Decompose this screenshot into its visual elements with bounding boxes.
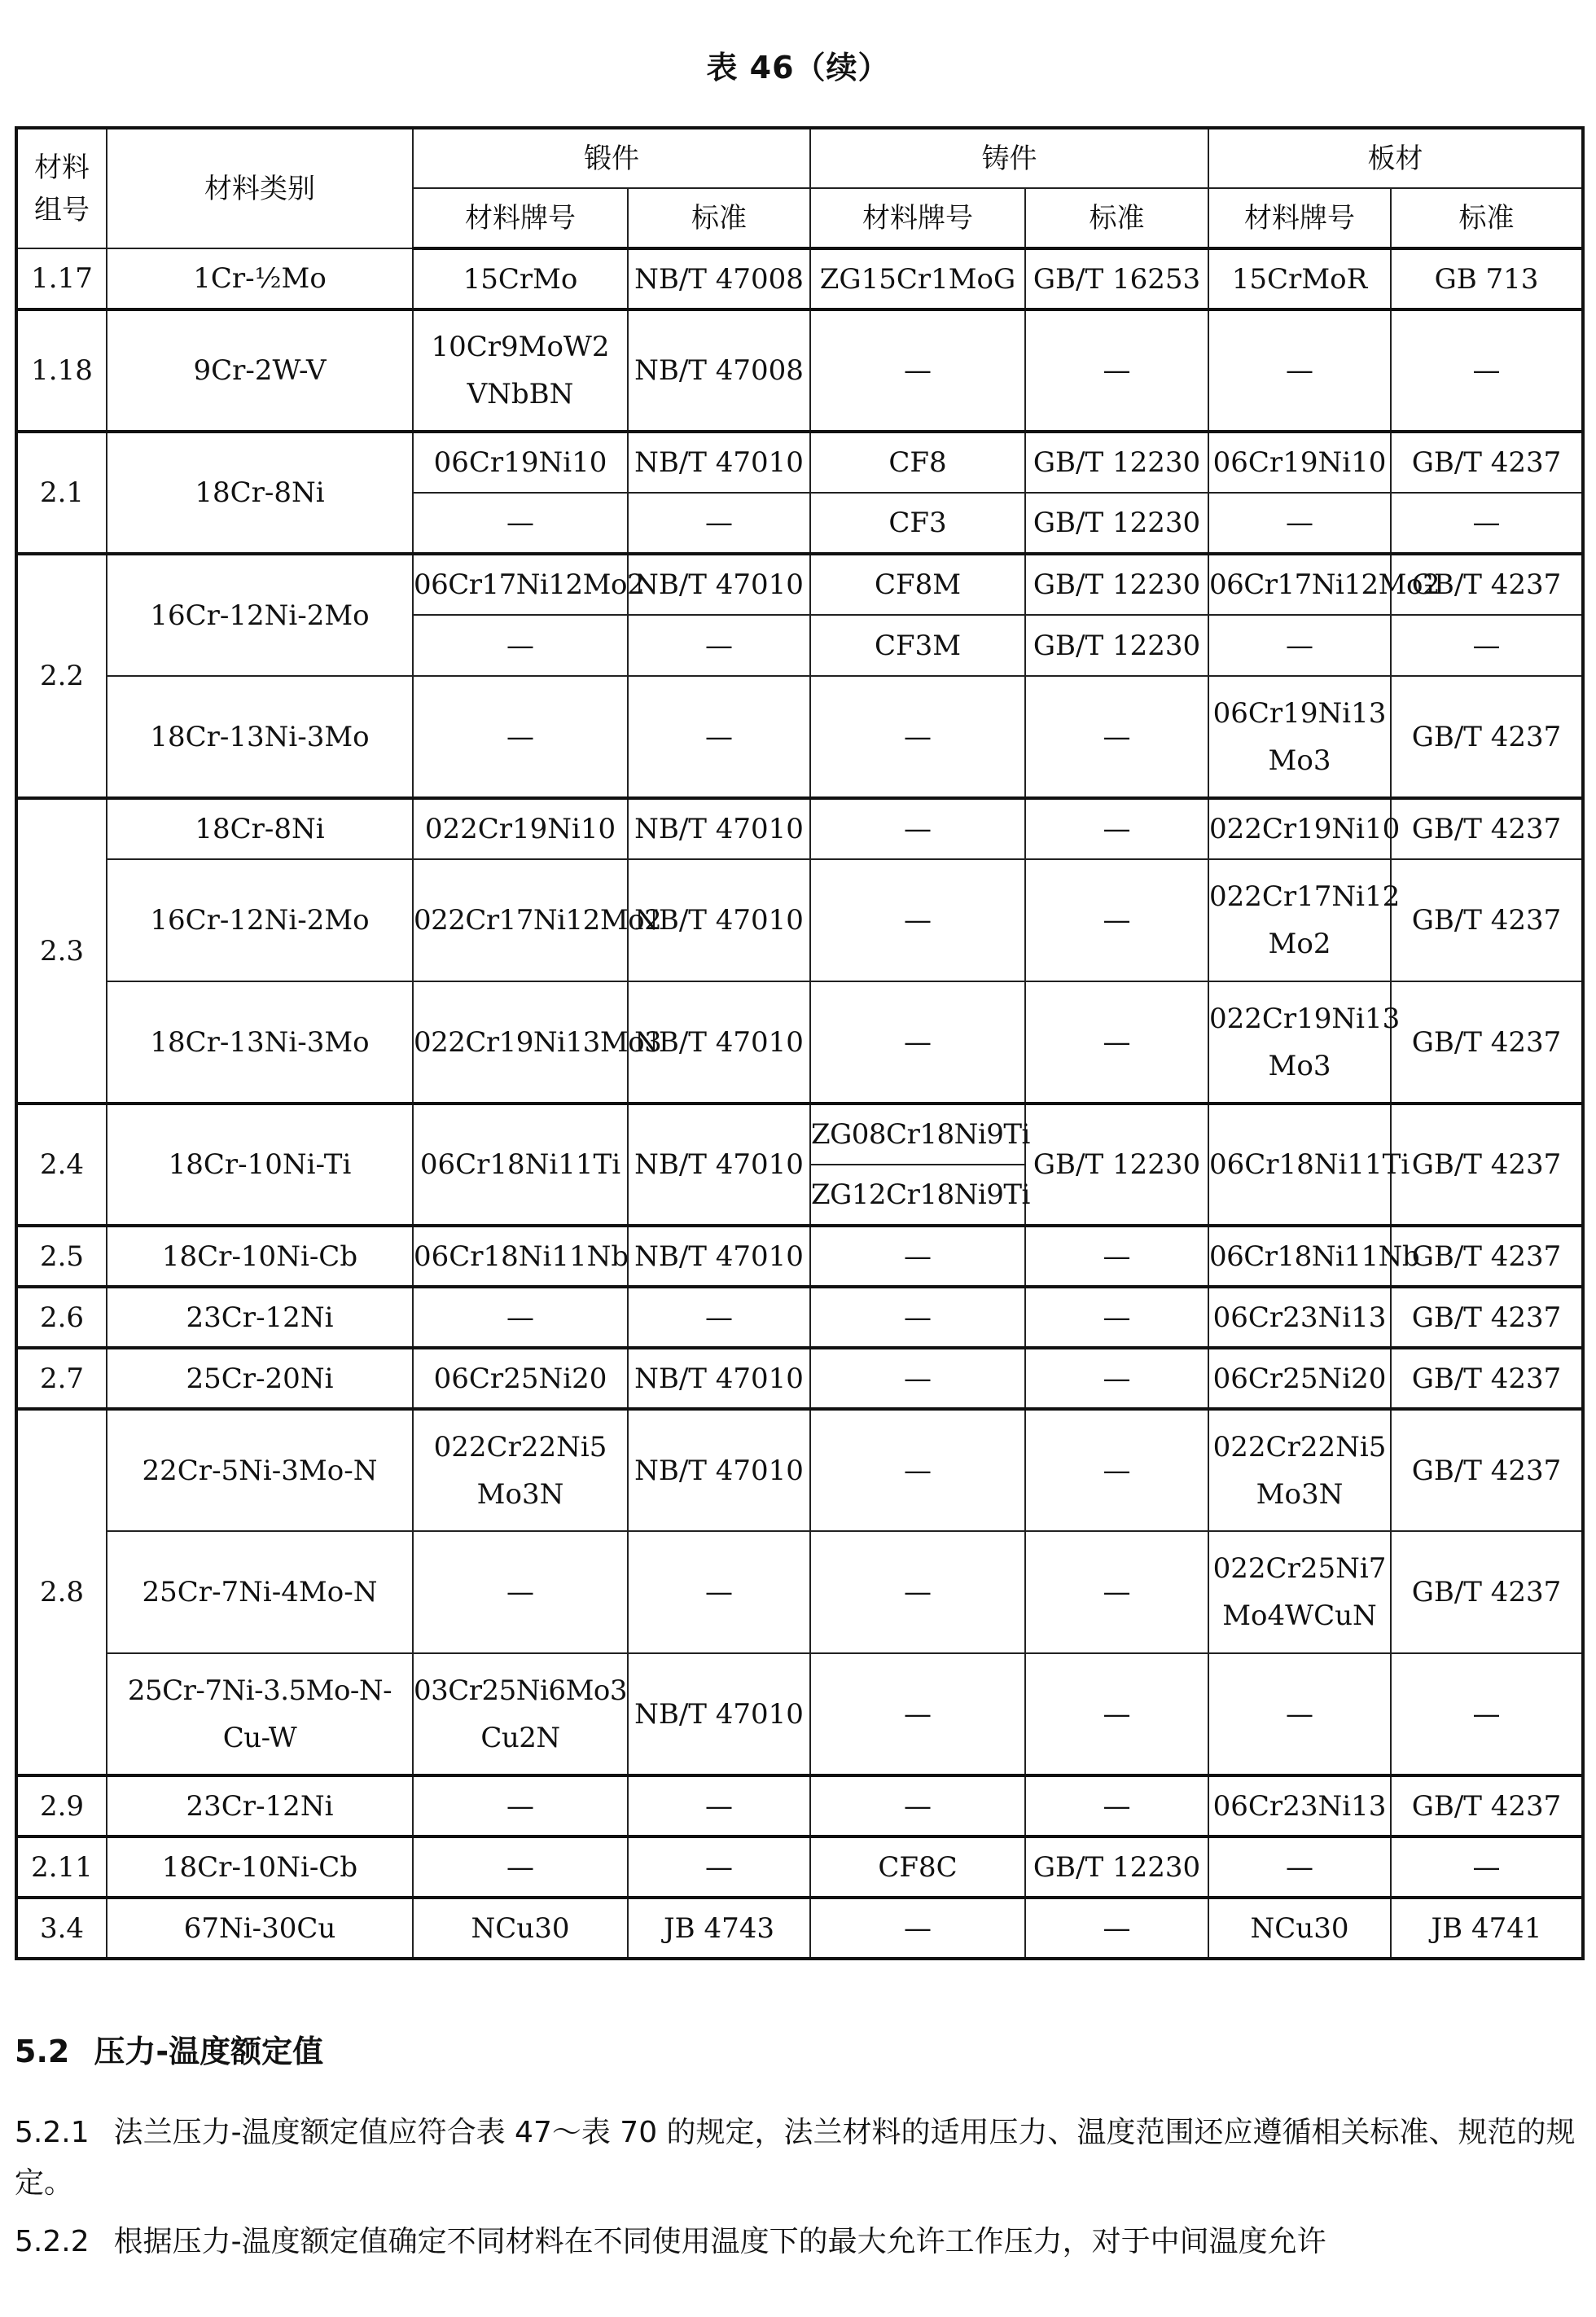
cell: —: [628, 1531, 810, 1653]
cell: JB 4743: [628, 1898, 810, 1959]
cell: —: [1025, 309, 1208, 432]
cell: 2.9: [16, 1775, 107, 1836]
cell: NCu30: [1208, 1898, 1391, 1959]
table-row: [16, 1836, 1583, 1898]
cell: 9Cr-2W-V: [107, 309, 413, 432]
cell: 2.6: [16, 1287, 107, 1348]
cell: 06Cr18Ni11Ti: [1208, 1104, 1391, 1226]
paragraph-5-2-2: [15, 2217, 1581, 2267]
section-number: 5.2: [15, 2034, 70, 2069]
cell: —: [628, 676, 810, 798]
cell: GB/T 12230: [1025, 493, 1208, 554]
cell: —: [628, 615, 810, 676]
cell: GB/T 4237: [1391, 676, 1583, 798]
cell: —: [810, 1775, 1025, 1836]
cell: GB/T 4237: [1391, 981, 1583, 1104]
cell: NB/T 47010: [628, 859, 810, 981]
cell: —: [810, 1287, 1025, 1348]
cell: 2.3: [16, 798, 107, 1104]
cell: 06Cr19Ni10: [1208, 432, 1391, 493]
cell: 022Cr25Ni7 Mo4WCuN: [1208, 1531, 1391, 1653]
cell: GB/T 12230: [1025, 615, 1208, 676]
header-casting-standard: 标准: [1025, 188, 1208, 248]
cell: CF3: [810, 493, 1025, 554]
table-row: [16, 1409, 1583, 1531]
cell: —: [1025, 1531, 1208, 1653]
cell: 06Cr25Ni20: [1208, 1348, 1391, 1409]
table-row: [16, 248, 1583, 309]
cell: —: [413, 1531, 628, 1653]
cell: GB/T 4237: [1391, 554, 1583, 615]
cell: GB/T 12230: [1025, 432, 1208, 493]
cell: 022Cr17Ni12Mo2: [413, 859, 628, 981]
cell: 1Cr-½Mo: [107, 248, 413, 309]
cell: —: [1208, 1653, 1391, 1775]
cell: —: [810, 1653, 1025, 1775]
cell: 18Cr-10Ni-Ti: [107, 1104, 413, 1226]
cell: 23Cr-12Ni: [107, 1287, 413, 1348]
cell: —: [810, 676, 1025, 798]
table-row: [16, 309, 1583, 432]
cell: 06Cr18Ni11Nb: [413, 1226, 628, 1287]
cell: —: [1025, 1898, 1208, 1959]
cell: NB/T 47010: [628, 1653, 810, 1775]
table-row: [16, 1348, 1583, 1409]
cell: 3.4: [16, 1898, 107, 1959]
cell: GB/T 12230: [1025, 1104, 1208, 1226]
cell: —: [413, 1287, 628, 1348]
table-row: [16, 676, 1583, 798]
cell: ZG12Cr18Ni9Ti: [810, 1165, 1025, 1226]
table-row: [16, 554, 1583, 615]
cell: —: [810, 798, 1025, 859]
cell: 2.2: [16, 554, 107, 798]
table-row: [16, 432, 1583, 493]
cell: GB/T 4237: [1391, 1775, 1583, 1836]
cell: —: [1208, 309, 1391, 432]
header-plate-standard: 标准: [1391, 188, 1583, 248]
cell: 1.18: [16, 309, 107, 432]
cell: —: [810, 1531, 1025, 1653]
header-forging-standard: 标准: [628, 188, 810, 248]
cell: GB 713: [1391, 248, 1583, 309]
header-material-category: 材料类别: [107, 128, 413, 248]
cell: NB/T 47008: [628, 248, 810, 309]
cell: —: [810, 1898, 1025, 1959]
cell: 06Cr18Ni11Nb: [1208, 1226, 1391, 1287]
cell: 03Cr25Ni6Mo3 Cu2N: [413, 1653, 628, 1775]
cell: —: [1391, 309, 1583, 432]
cell: —: [810, 859, 1025, 981]
cell: —: [1025, 1287, 1208, 1348]
cell: GB/T 4237: [1391, 1287, 1583, 1348]
cell: 2.1: [16, 432, 107, 554]
cell: 022Cr19Ni10: [1208, 798, 1391, 859]
cell: —: [810, 1348, 1025, 1409]
cell: CF8C: [810, 1836, 1025, 1898]
cell: —: [1025, 1348, 1208, 1409]
cell: 1.17: [16, 248, 107, 309]
cell: 06Cr19Ni13 Mo3: [1208, 676, 1391, 798]
cell: 06Cr17Ni12Mo2: [413, 554, 628, 615]
cell: —: [1025, 1409, 1208, 1531]
paragraph-5-2-1: [15, 2108, 1581, 2209]
cell: NB/T 47008: [628, 309, 810, 432]
clause-number: 5.2.1: [15, 2116, 90, 2149]
cell: —: [810, 981, 1025, 1104]
cell: 2.8: [16, 1409, 107, 1775]
header-plate-grade: 材料牌号: [1208, 188, 1391, 248]
cell: GB/T 4237: [1391, 859, 1583, 981]
cell: —: [1025, 981, 1208, 1104]
clause-text: 法兰压力-温度额定值应符合表 47～表 70 的规定，法兰材料的适用压力、温度范围还应遵循相关标准、规范的规定。: [15, 2116, 1576, 2200]
cell: —: [413, 1775, 628, 1836]
cell: 06Cr17Ni12Mo2: [1208, 554, 1391, 615]
header-plate: 板材: [1208, 128, 1583, 188]
cell: GB/T 16253: [1025, 248, 1208, 309]
cell: NB/T 47010: [628, 798, 810, 859]
table-caption: 表 46（续）: [706, 50, 890, 86]
header-casting-grade: 材料牌号: [810, 188, 1025, 248]
clause-text: 根据压力-温度额定值确定不同材料在不同使用温度下的最大允许工作压力，对于中间温度允许: [113, 2225, 1326, 2258]
cell: 16Cr-12Ni-2Mo: [107, 859, 413, 981]
section-title: 压力-温度额定值: [94, 2034, 324, 2069]
cell: 22Cr-5Ni-3Mo-N: [107, 1409, 413, 1531]
cell: 67Ni-30Cu: [107, 1898, 413, 1959]
section-heading: [15, 2026, 323, 2071]
cell: 022Cr19Ni13Mo3: [413, 981, 628, 1104]
cell: —: [628, 1836, 810, 1898]
cell: —: [1025, 798, 1208, 859]
cell: 18Cr-8Ni: [107, 798, 413, 859]
cell: 15CrMoR: [1208, 248, 1391, 309]
cell: 10Cr9MoW2 VNbBN: [413, 309, 628, 432]
cell: —: [1391, 1653, 1583, 1775]
cell: CF3M: [810, 615, 1025, 676]
cell: —: [628, 493, 810, 554]
header-group-number: 材料 组号: [16, 128, 107, 248]
clause-number: 5.2.2: [15, 2225, 90, 2258]
materials-table: [15, 126, 1585, 1960]
cell: NCu30: [413, 1898, 628, 1959]
cell: 16Cr-12Ni-2Mo: [107, 554, 413, 676]
cell: NB/T 47010: [628, 554, 810, 615]
cell: 2.5: [16, 1226, 107, 1287]
cell: GB/T 4237: [1391, 1531, 1583, 1653]
cell: 23Cr-12Ni: [107, 1775, 413, 1836]
cell: —: [1025, 1775, 1208, 1836]
cell: GB/T 4237: [1391, 432, 1583, 493]
cell: —: [1025, 676, 1208, 798]
cell: GB/T 12230: [1025, 1836, 1208, 1898]
cell: GB/T 4237: [1391, 1409, 1583, 1531]
cell: —: [1025, 1226, 1208, 1287]
cell: NB/T 47010: [628, 1104, 810, 1226]
cell: —: [810, 1409, 1025, 1531]
cell: JB 4741: [1391, 1898, 1583, 1959]
cell: 022Cr19Ni10: [413, 798, 628, 859]
header-forging: 锻件: [413, 128, 810, 188]
cell: GB/T 4237: [1391, 1104, 1583, 1226]
cell: NB/T 47010: [628, 1348, 810, 1409]
cell: 25Cr-20Ni: [107, 1348, 413, 1409]
cell: —: [628, 1287, 810, 1348]
cell: 18Cr-10Ni-Cb: [107, 1226, 413, 1287]
cell: —: [1391, 493, 1583, 554]
cell: —: [810, 309, 1025, 432]
cell: CF8M: [810, 554, 1025, 615]
cell: 25Cr-7Ni-3.5Mo-N-Cu-W: [107, 1653, 413, 1775]
cell: 06Cr25Ni20: [413, 1348, 628, 1409]
cell: 18Cr-13Ni-3Mo: [107, 676, 413, 798]
cell: NB/T 47010: [628, 1226, 810, 1287]
table-row: [16, 1226, 1583, 1287]
table-row: [16, 1775, 1583, 1836]
table-row: [16, 1531, 1583, 1653]
cell: 022Cr22Ni5 Mo3N: [1208, 1409, 1391, 1531]
table-row: [16, 798, 1583, 859]
cell: GB/T 4237: [1391, 1226, 1583, 1287]
cell: —: [413, 493, 628, 554]
cell: —: [1025, 1653, 1208, 1775]
header-casting: 铸件: [810, 128, 1208, 188]
cell: —: [413, 1836, 628, 1898]
cell: —: [810, 1226, 1025, 1287]
cell: —: [1025, 859, 1208, 981]
cell: 06Cr19Ni10: [413, 432, 628, 493]
table-row: [16, 859, 1583, 981]
cell: GB/T 4237: [1391, 1348, 1583, 1409]
cell: CF8: [810, 432, 1025, 493]
cell: 06Cr18Ni11Ti: [413, 1104, 628, 1226]
cell: ZG15Cr1MoG: [810, 248, 1025, 309]
cell: —: [413, 615, 628, 676]
cell: —: [1208, 493, 1391, 554]
cell: 022Cr17Ni12 Mo2: [1208, 859, 1391, 981]
table-row: [16, 981, 1583, 1104]
cell: NB/T 47010: [628, 981, 810, 1104]
table-row: [16, 1104, 1583, 1165]
cell: —: [1208, 1836, 1391, 1898]
cell: ZG08Cr18Ni9Ti: [810, 1104, 1025, 1165]
cell: 18Cr-13Ni-3Mo: [107, 981, 413, 1104]
cell: 06Cr23Ni13: [1208, 1287, 1391, 1348]
cell: NB/T 47010: [628, 1409, 810, 1531]
cell: 022Cr22Ni5 Mo3N: [413, 1409, 628, 1531]
cell: 2.11: [16, 1836, 107, 1898]
table-row: [16, 1287, 1583, 1348]
header-forging-grade: 材料牌号: [413, 188, 628, 248]
cell: 15CrMo: [413, 248, 628, 309]
cell: —: [1391, 615, 1583, 676]
cell: GB/T 4237: [1391, 798, 1583, 859]
cell: —: [628, 1775, 810, 1836]
cell: 25Cr-7Ni-4Mo-N: [107, 1531, 413, 1653]
cell: NB/T 47010: [628, 432, 810, 493]
cell: 18Cr-10Ni-Cb: [107, 1836, 413, 1898]
cell: —: [413, 676, 628, 798]
cell: GB/T 12230: [1025, 554, 1208, 615]
table-row: [16, 1653, 1583, 1775]
cell: 18Cr-8Ni: [107, 432, 413, 554]
cell: 2.4: [16, 1104, 107, 1226]
cell: —: [1208, 615, 1391, 676]
cell: 2.7: [16, 1348, 107, 1409]
cell: —: [1391, 1836, 1583, 1898]
cell: 06Cr23Ni13: [1208, 1775, 1391, 1836]
cell: 022Cr19Ni13 Mo3: [1208, 981, 1391, 1104]
table-row: [16, 1898, 1583, 1959]
